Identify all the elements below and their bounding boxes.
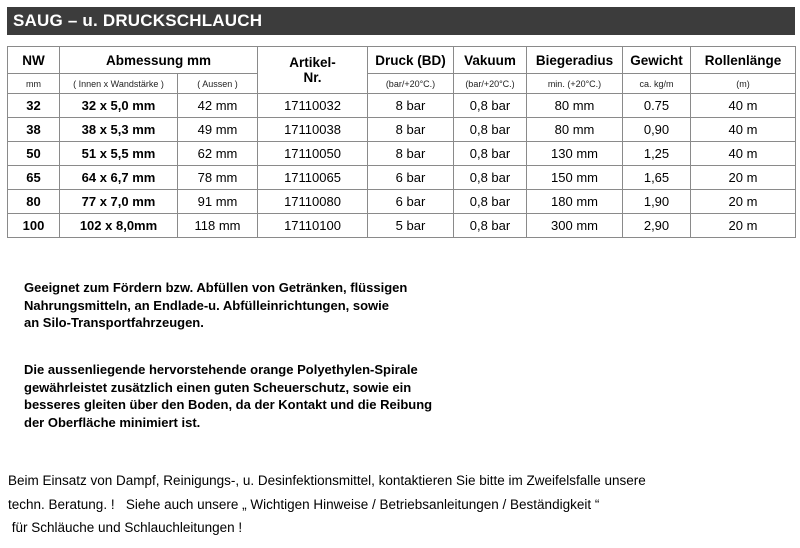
cell-aussen: 42 mm — [178, 94, 258, 118]
cell-aussen: 49 mm — [178, 118, 258, 142]
cell-rollenlaenge: 20 m — [691, 190, 796, 214]
footer-line: Beim Einsatz von Dampf, Reinigungs-, u. Desinfektionsmittel, kontaktieren Sie bitte im Zweifelsfalle unsere — [8, 473, 646, 488]
cell-druck: 6 bar — [368, 166, 454, 190]
specification-table — [7, 46, 796, 238]
cell-rollenlaenge: 40 m — [691, 94, 796, 118]
cell-vakuum: 0,8 bar — [454, 142, 527, 166]
page-title: SAUG – u. DRUCKSCHLAUCH — [7, 7, 795, 35]
spiral-line: gewährleistet zusätzlich einen guten Scheuerschutz, sowie ein — [24, 379, 412, 395]
usage-line: Geeignet zum Fördern bzw. Abfüllen von Getränken, flüssigen — [24, 280, 408, 295]
col-header-biegeradius: Biegeradius — [527, 47, 623, 74]
cell-artikel: 17110032 — [258, 94, 368, 118]
usage-line: an Silo-Transportfahrzeugen. — [24, 315, 204, 330]
cell-gewicht: 1,90 — [623, 190, 691, 214]
cell-artikel: 17110038 — [258, 118, 368, 142]
footer-line: techn. Beratung. ! Siehe auch unsere „ Wichtigen Hinweise / Betriebsanleitungen / Beständigkeit “ — [8, 496, 600, 512]
cell-druck: 8 bar — [368, 118, 454, 142]
cell-biegeradius: 130 mm — [527, 142, 623, 166]
unit-gewicht: ca. kg/m — [623, 74, 691, 94]
cell-aussen: 78 mm — [178, 166, 258, 190]
footer-note — [8, 469, 646, 540]
spiral-line: der Oberfläche minimiert ist. — [24, 414, 201, 430]
cell-nw: 32 — [8, 94, 60, 118]
unit-nw: mm — [8, 74, 60, 94]
cell-biegeradius: 180 mm — [527, 190, 623, 214]
cell-gewicht: 0.75 — [623, 94, 691, 118]
cell-gewicht: 2,90 — [623, 214, 691, 238]
cell-vakuum: 0,8 bar — [454, 166, 527, 190]
col-header-vakuum: Vakuum — [454, 47, 527, 74]
header-row — [8, 47, 796, 74]
cell-druck: 5 bar — [368, 214, 454, 238]
cell-gewicht: 1,25 — [623, 142, 691, 166]
cell-druck: 8 bar — [368, 94, 454, 118]
cell-rollenlaenge: 20 m — [691, 166, 796, 190]
subheader-row — [8, 74, 796, 94]
col-header-druck: Druck (BD) — [368, 47, 454, 74]
spiral-line: besseres gleiten über den Boden, da der Kontakt und die Reibung — [24, 397, 433, 412]
usage-paragraph — [24, 279, 407, 332]
cell-vakuum: 0,8 bar — [454, 190, 527, 214]
spiral-paragraph — [24, 361, 432, 431]
cell-druck: 6 bar — [368, 190, 454, 214]
col-header-rollenlaenge: Rollenlänge — [691, 47, 796, 74]
table-row — [8, 214, 796, 238]
cell-aussen: 62 mm — [178, 142, 258, 166]
cell-artikel: 17110065 — [258, 166, 368, 190]
col-header-abmessung: Abmessung mm — [60, 47, 258, 74]
cell-druck: 8 bar — [368, 142, 454, 166]
cell-vakuum: 0,8 bar — [454, 94, 527, 118]
table-row — [8, 94, 796, 118]
cell-rollenlaenge: 40 m — [691, 142, 796, 166]
unit-druck: (bar/+20°C.) — [368, 74, 454, 94]
unit-biegeradius: min. (+20°C.) — [527, 74, 623, 94]
cell-biegeradius: 80 mm — [527, 118, 623, 142]
cell-gewicht: 0,90 — [623, 118, 691, 142]
col-header-artikel-line1: Artikel- — [289, 55, 336, 70]
cell-innen: 102 x 8,0mm — [60, 214, 178, 238]
col-header-nw: NW — [8, 47, 60, 74]
cell-biegeradius: 80 mm — [527, 94, 623, 118]
cell-nw: 65 — [8, 166, 60, 190]
cell-nw: 50 — [8, 142, 60, 166]
cell-innen: 32 x 5,0 mm — [60, 94, 178, 118]
cell-aussen: 91 mm — [178, 190, 258, 214]
col-header-gewicht: Gewicht — [623, 47, 691, 74]
spiral-line: Die aussenliegende hervorstehende orange Polyethylen-Spirale — [24, 362, 418, 377]
usage-line: Nahrungsmitteln, an Endlade-u. Abfülleinrichtungen, sowie — [24, 297, 389, 313]
cell-aussen: 118 mm — [178, 214, 258, 238]
table-row — [8, 166, 796, 190]
cell-vakuum: 0,8 bar — [454, 214, 527, 238]
table-row — [8, 190, 796, 214]
unit-vakuum: (bar/+20°C.) — [454, 74, 527, 94]
unit-aussen: ( Aussen ) — [178, 74, 258, 94]
cell-biegeradius: 300 mm — [527, 214, 623, 238]
footer-line: für Schläuche und Schlauchleitungen ! — [8, 520, 243, 535]
unit-innen: ( Innen x Wandstärke ) — [60, 74, 178, 94]
cell-artikel: 17110050 — [258, 142, 368, 166]
cell-rollenlaenge: 20 m — [691, 214, 796, 238]
cell-artikel: 17110100 — [258, 214, 368, 238]
cell-innen: 77 x 7,0 mm — [60, 190, 178, 214]
table-row — [8, 142, 796, 166]
cell-innen: 51 x 5,5 mm — [60, 142, 178, 166]
cell-nw: 100 — [8, 214, 60, 238]
cell-artikel: 17110080 — [258, 190, 368, 214]
table-row — [8, 118, 796, 142]
cell-nw: 80 — [8, 190, 60, 214]
cell-innen: 64 x 6,7 mm — [60, 166, 178, 190]
cell-gewicht: 1,65 — [623, 166, 691, 190]
cell-innen: 38 x 5,3 mm — [60, 118, 178, 142]
col-header-artikel — [258, 47, 368, 94]
col-header-artikel-line2: Nr. — [303, 70, 322, 85]
cell-biegeradius: 150 mm — [527, 166, 623, 190]
cell-rollenlaenge: 40 m — [691, 118, 796, 142]
cell-nw: 38 — [8, 118, 60, 142]
cell-vakuum: 0,8 bar — [454, 118, 527, 142]
unit-rollenlaenge: (m) — [691, 74, 796, 94]
